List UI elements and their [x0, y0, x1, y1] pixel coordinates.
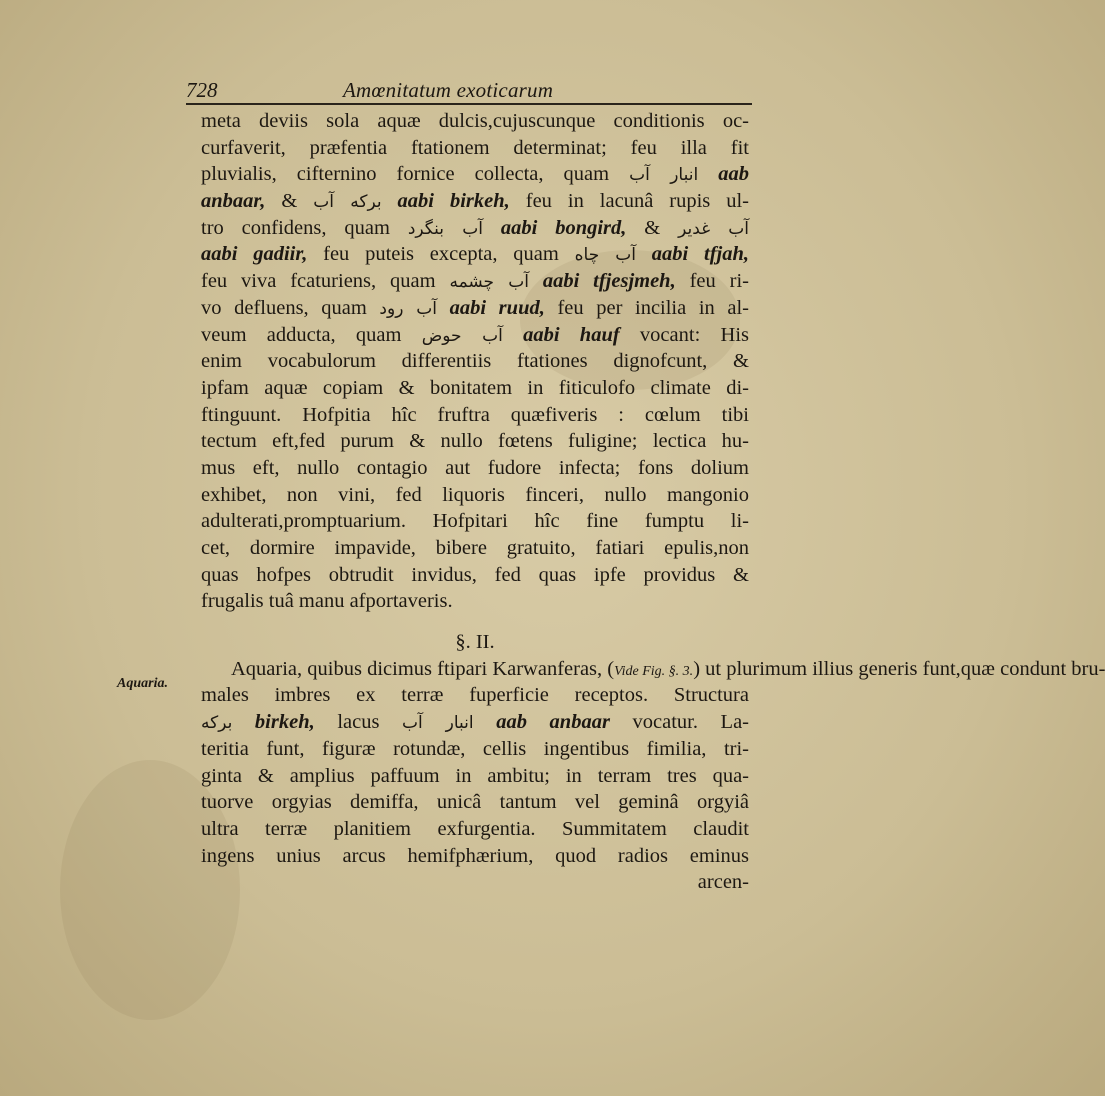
- arabic-term: آب غدیر: [678, 218, 749, 239]
- running-header: [186, 78, 746, 102]
- text-line: [201, 322, 749, 349]
- catchword: arcen-: [697, 871, 749, 894]
- text-line: [201, 455, 749, 482]
- text-run: feu viva fcaturiens, quam: [201, 270, 450, 293]
- running-title: Amœnitatum exoticarum: [343, 78, 554, 102]
- text-run: enim vocabulorum differentiis ftationes dignofcunt, &: [201, 350, 749, 373]
- section-heading: §. II.: [455, 631, 495, 654]
- header-rule: [186, 103, 752, 105]
- text-line: [201, 241, 749, 268]
- text-line: [201, 375, 749, 402]
- text-line: [201, 535, 749, 562]
- page-number: 728: [186, 78, 218, 102]
- paragraph-2: [201, 656, 1105, 870]
- arabic-term: برکه: [201, 713, 233, 734]
- text-run: [636, 243, 652, 265]
- text-run: vo defluens, quam: [201, 296, 380, 319]
- text-run: [382, 190, 398, 212]
- text-line: [201, 268, 749, 295]
- text-line: [201, 789, 749, 816]
- text-run: mus eft, nullo contagio aut fudore infecta; fons dolium: [201, 456, 749, 479]
- text-line: [201, 161, 749, 188]
- text-run: [503, 324, 523, 346]
- text-line: [201, 482, 749, 509]
- transliteration: aabi birkeh,: [397, 190, 510, 213]
- text-line: [201, 508, 749, 535]
- arabic-term: آب حوض: [421, 325, 503, 346]
- text-run: quas hofpes obtrudit invidus, fed quas ipfe providus &: [201, 563, 749, 586]
- text-line: [201, 709, 749, 736]
- transliteration: birkeh,: [254, 711, 315, 734]
- arabic-term: انبار آب: [629, 165, 699, 186]
- text-run: [437, 297, 450, 319]
- text-run: ipfam aquæ copiam & bonitatem in fiticulofo climate di-: [201, 376, 749, 399]
- text-block: [201, 108, 1105, 896]
- transliteration: aabi hauf: [523, 323, 620, 346]
- transliteration: aab: [718, 163, 750, 186]
- text-line: [201, 188, 749, 215]
- text-run: lacus: [314, 711, 403, 734]
- transliteration: aabi tfjah,: [651, 243, 750, 266]
- text-run: feu in lacunâ rupis ul-: [509, 190, 750, 213]
- text-run: feu ri-: [675, 270, 749, 293]
- text-run: veum adducta, quam: [201, 323, 422, 346]
- text-run: ftinguunt. Hofpitia hîc fruftra quæfiveris : cœlum tibi: [201, 403, 749, 426]
- transliteration: aabi gadiir,: [201, 243, 308, 266]
- text-run: ultra terræ planitiem exfurgentia. Summitatem claudit: [201, 817, 749, 840]
- transliteration: aabi ruud,: [449, 296, 545, 319]
- text-line: [201, 562, 749, 589]
- text-run: teritia funt, figuræ rotundæ, cellis ingentibus fimilia, tri-: [201, 737, 749, 760]
- text-line: [201, 656, 1105, 683]
- arabic-term: آب چاه: [574, 245, 637, 266]
- arabic-term: آب رود: [379, 298, 438, 319]
- text-line: [201, 763, 749, 790]
- text-run: males imbres ex terræ fuperficie receptos. Structura: [201, 684, 749, 707]
- text-run: [529, 270, 543, 292]
- arabic-term: آب چشمه: [449, 272, 529, 293]
- text-run: meta deviis sola aquæ dulcis,cujuscunque conditionis oc-: [201, 110, 749, 132]
- text-line: [201, 428, 749, 455]
- paragraph-1: [201, 108, 749, 615]
- text-run: tro confidens, quam: [201, 216, 408, 239]
- text-line: [201, 295, 749, 322]
- text-run: &: [265, 190, 314, 213]
- figure-reference: Vide Fig. §. 3.: [614, 663, 694, 679]
- text-line: [201, 348, 749, 375]
- transliteration: aabi tfjesjmeh,: [542, 270, 676, 293]
- text-line: [201, 402, 749, 429]
- text-line: [201, 816, 749, 843]
- text-run: [483, 217, 501, 239]
- text-run: [474, 711, 497, 733]
- text-run: frugalis tuâ manu afportaveris.: [201, 590, 453, 613]
- arabic-term: انبار آب: [402, 713, 474, 734]
- text-run: Aquaria, quibus dicimus ftipari Karwanferas, (: [231, 657, 615, 680]
- text-run: cet, dormire impavide, bibere gratuito, fatiari epulis,non: [201, 537, 749, 559]
- text-run: pluvialis, cifternino fornice collecta, quam: [201, 163, 630, 186]
- text-run: ) ut plurimum illius generis funt,quæ condunt bru-: [693, 657, 1105, 680]
- margin-note: Aquaria.: [117, 676, 168, 691]
- text-run: [232, 711, 255, 733]
- text-run: ginta & amplius paffuum in ambitu; in terram tres qua-: [201, 764, 749, 787]
- text-run: ingens unius arcus hemifphærium, quod radios eminus: [201, 844, 749, 867]
- text-line: [201, 682, 749, 709]
- text-run: &: [626, 216, 679, 239]
- text-run: exhibet, non vini, fed liquoris finceri, nullo mangonio: [201, 483, 749, 506]
- text-run: adulterati,promptuarium. Hofpitari hîc fine fumptu li-: [201, 510, 749, 533]
- text-run: feu per incilia in al-: [544, 296, 749, 319]
- text-line: [201, 135, 749, 162]
- text-run: vocatur. La-: [609, 711, 750, 734]
- text-run: tuorve orgyias demiffa, unicâ tantum vel geminâ orgyiâ: [201, 791, 749, 814]
- transliteration: anbaar,: [201, 190, 266, 213]
- text-run: vocant: His: [619, 323, 749, 346]
- text-line: [201, 215, 749, 242]
- transliteration: aab anbaar: [496, 711, 610, 734]
- text-run: feu puteis excepta, quam: [307, 243, 575, 266]
- text-run: tectum eft,fed purum & nullo fœtens fuligine; lectica hu-: [201, 430, 749, 453]
- text-line: [201, 108, 749, 135]
- arabic-term: برکه آب: [313, 192, 382, 213]
- text-line: [201, 588, 749, 615]
- arabic-term: آب بنگرد: [407, 218, 483, 239]
- text-line: [201, 843, 749, 870]
- transliteration: aabi bongird,: [500, 216, 627, 239]
- text-run: curfaverit, præfentia ftationem determinat; feu illa fit: [201, 136, 749, 159]
- text-line: [201, 736, 749, 763]
- text-run: [698, 163, 718, 185]
